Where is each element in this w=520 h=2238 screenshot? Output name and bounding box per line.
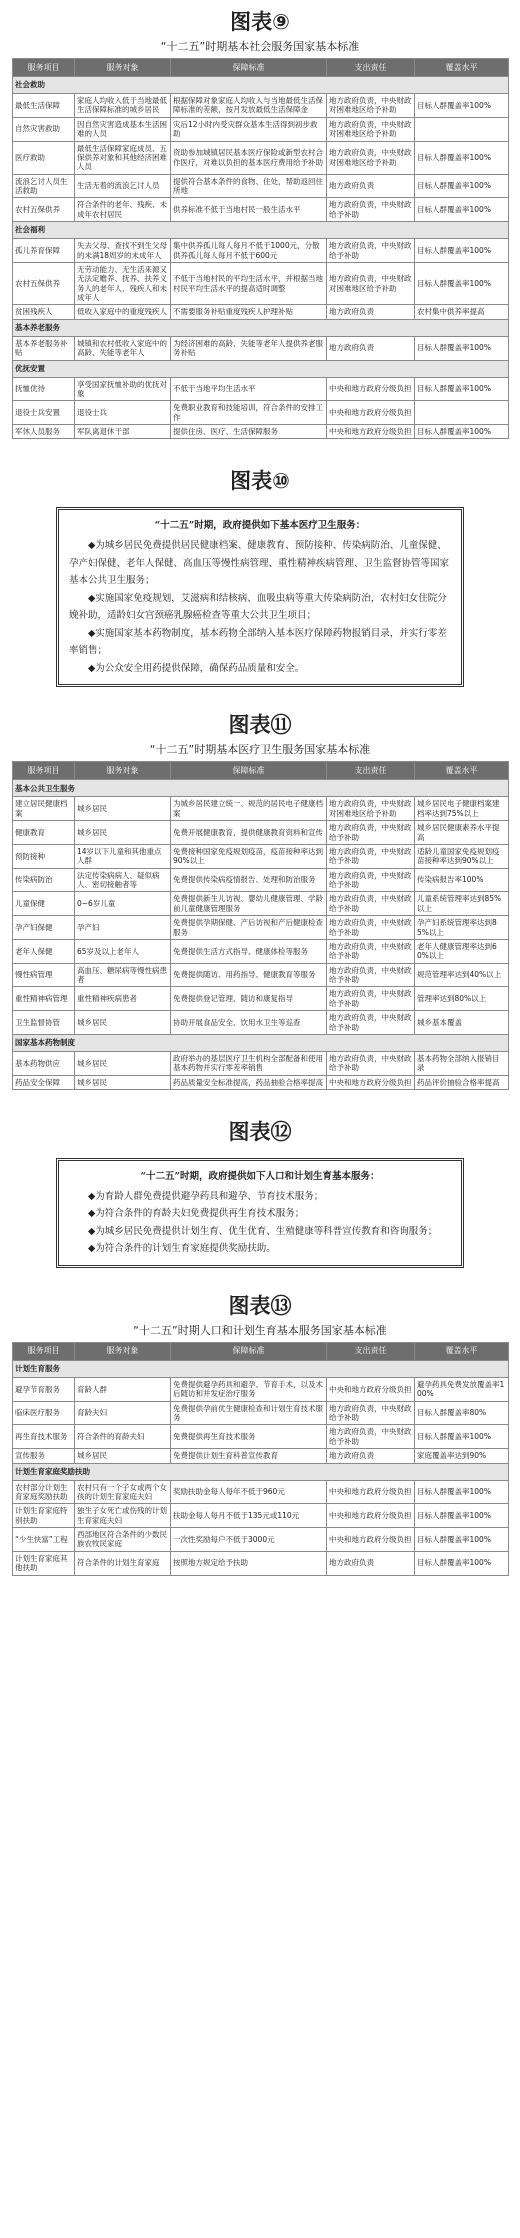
table-cell: 政府举办的基层医疗卫生机构全部配备和使用基本药物并实行零差率销售: [171, 1051, 327, 1075]
table-cell: 基本养老服务补贴: [13, 336, 75, 360]
table-cell: 符合条件的老年、残疾、未成年农村居民: [75, 198, 171, 222]
table-cell: 避孕节育服务: [13, 1377, 75, 1401]
category-label: 基本公共卫生服务: [13, 780, 509, 797]
table-cell: 城乡居民: [75, 1449, 171, 1463]
table-cell: 免费提供登记管理、随访和康复指导: [171, 987, 327, 1011]
table-cell: 目标人群覆盖率100%: [415, 1480, 509, 1504]
table-cell: 目标人群覆盖率100%: [415, 377, 509, 401]
table-cell: 14岁以下儿童和其他重点人群: [75, 844, 171, 868]
table-cell: 流浪乞讨人员生活救助: [13, 174, 75, 198]
table-cell: 药品评价抽验合格率提高: [415, 1075, 509, 1089]
table-cell: 地方政府负责，中央财政给予补助: [327, 963, 415, 987]
table-cell: 免费提供传染病疫情报告、处理和防治服务: [171, 868, 327, 892]
table-cell: 目标人群覆盖率100%: [415, 198, 509, 222]
table-cell: 建立居民健康档案: [13, 797, 75, 821]
table-cell: 地方政府负责，中央财政对困难地区给予补助: [327, 117, 415, 141]
category-label: 优抚安置: [13, 360, 509, 377]
table-cell: 健康教育: [13, 821, 75, 845]
chart11-section: [0, 709, 520, 1090]
table-cell: 中央和地方政府分级负担: [327, 1480, 415, 1504]
table-cell: 地方政府负责，中央财政对困难地区给予补助: [327, 262, 415, 305]
table-cell: 地方政府负责: [327, 305, 415, 319]
category-row: [13, 1034, 509, 1051]
table-cell: 管理率达到80%以上: [415, 987, 509, 1011]
column-header: 保障标准: [171, 1342, 327, 1360]
table-cell: 儿童保健: [13, 892, 75, 916]
table-row: [13, 963, 509, 987]
table-cell: 按照地方规定给予扶助: [171, 1551, 327, 1575]
service-item: ◆为城乡居民免费提供居民健康档案、健康教育、预防接种、传染病防治、儿童保健、孕产妇保健、老年人保健、高血压等慢性病管理、重性精神疾病管理、卫生监督协管等国家基本公共卫生服务；: [69, 539, 450, 587]
table-cell: 预防接种: [13, 844, 75, 868]
table-cell: 城乡居民健康素养水平提高: [415, 821, 509, 845]
table-row: [13, 1075, 509, 1089]
table-cell: 农村部分计划生育家庭奖励扶助: [13, 1480, 75, 1504]
table-cell: 贫困残疾人: [13, 305, 75, 319]
table-cell: 为经济困难的高龄、失能等老年人提供养老服务补贴: [171, 336, 327, 360]
table-header-row: [13, 762, 509, 780]
table-cell: 城乡居民: [75, 821, 171, 845]
service-item: ◆为符合条件的计划生育家庭提供奖励扶助。: [88, 1243, 276, 1255]
table-cell: 慢性病管理: [13, 963, 75, 987]
category-label: 社会救助: [13, 77, 509, 94]
table-cell: 避孕药具免费发放覆盖率100%: [415, 1377, 509, 1401]
table-cell: 地方政府负责，中央财政给予补助: [327, 821, 415, 845]
table-cell: 目标人群覆盖率100%: [415, 336, 509, 360]
table-cell: 享受国家抚恤补助的优抚对象: [75, 377, 171, 401]
table-row: [13, 198, 509, 222]
table-cell: 地方政府负责: [327, 336, 415, 360]
table-cell: 农村集中供养率提高: [415, 305, 509, 319]
table-cell: 地方政府负责: [327, 1449, 415, 1463]
table-cell: 卫生监督协管: [13, 1011, 75, 1035]
table-row: [13, 1551, 509, 1575]
table-cell: 孕产妇: [75, 916, 171, 940]
category-row: [13, 1463, 509, 1480]
table-cell: 为城乡居民建立统一、规范的居民电子健康档案: [171, 797, 327, 821]
table-cell: 中央和地方政府分级负担: [327, 1528, 415, 1552]
column-header: 支出责任: [327, 1342, 415, 1360]
table-row: [13, 336, 509, 360]
table-row: [13, 821, 509, 845]
table-cell: 提供住房、医疗、生活保障服务: [171, 425, 327, 439]
table-cell: 基本药物供应: [13, 1051, 75, 1075]
table-cell: 再生育技术服务: [13, 1425, 75, 1449]
table-cell: 因自然灾害造成基本生活困难的人员: [75, 117, 171, 141]
chart12-heading: “十二五”时期，政府提供如下人口和计划生育基本服务：: [140, 1171, 380, 1183]
table-cell: 地方政府负责，中央财政给予补助: [327, 844, 415, 868]
column-header: 服务对象: [75, 1342, 171, 1360]
table-cell: 目标人群覆盖率100%: [415, 174, 509, 198]
table-cell: 免费职业教育和技能培训，符合条件的安排工作: [171, 401, 327, 425]
service-item: ◆为符合条件的育龄夫妇免费提供再生育技术服务；: [88, 1208, 305, 1220]
table-row: [13, 1528, 509, 1552]
column-header: 覆盖水平: [415, 1342, 509, 1360]
table-row: [13, 1449, 509, 1463]
table-row: [13, 892, 509, 916]
table-cell: 地方政府负责，中央财政给予补助: [327, 939, 415, 963]
table-row: [13, 401, 509, 425]
table-cell: 军队离退休干部: [75, 425, 171, 439]
table-cell: 不低于当地平均生活水平: [171, 377, 327, 401]
table-cell: 目标人群覆盖率100%: [415, 1425, 509, 1449]
chart11-table: [12, 761, 509, 1090]
table-row: [13, 797, 509, 821]
table-row: [13, 1377, 509, 1401]
table-cell: 资助参加城镇居民基本医疗保险或新型农村合作医疗，对难以负担的基本医疗费用给予补助: [171, 141, 327, 174]
table-cell: 目标人群覆盖率100%: [415, 1504, 509, 1528]
table-cell: 低收入家庭中的重度残疾人: [75, 305, 171, 319]
table-cell: 中央和地方政府分级负担: [327, 425, 415, 439]
table-cell: 城乡基本覆盖: [415, 1011, 509, 1035]
table-cell: 地方政府负责，中央财政给予补助: [327, 198, 415, 222]
table-cell: 临床医疗服务: [13, 1401, 75, 1425]
table-cell: 地方政府负责: [327, 174, 415, 198]
table-row: [13, 141, 509, 174]
chart9-label: 图表⑨: [230, 10, 290, 34]
table-cell: 符合条件的计划生育家庭: [75, 1551, 171, 1575]
table-row: [13, 262, 509, 305]
table-cell: 一次性奖励每户不低于3000元: [171, 1528, 327, 1552]
table-cell: 中央和地方政府分级负担: [327, 377, 415, 401]
table-cell: 不低于当地村民的平均生活水平，并根据当地村民平均生活水平的提高适时调整: [171, 262, 327, 305]
table-cell: 城乡居民电子健康档案建档率达到75%以上: [415, 797, 509, 821]
table-cell: 地方政府负责，中央财政对困难地区给予补助: [327, 94, 415, 118]
service-item: ◆为公众安全用药提供保障，确保药品质量和安全。: [88, 662, 305, 674]
table-row: [13, 425, 509, 439]
table-cell: 药品安全保障: [13, 1075, 75, 1089]
chart13-label: 图表⑬: [228, 1293, 292, 1318]
column-header: 支出责任: [327, 762, 415, 780]
category-row: [13, 780, 509, 797]
table-cell: 规范管理率达到40%以上: [415, 963, 509, 987]
chart9-title: “十二五”时期基本社会服务国家基本标准: [160, 40, 360, 53]
table-cell: 失去父母、查找不到生父母的未满18周岁的未成年人: [75, 239, 171, 263]
table-cell: 中央和地方政府分级负担: [327, 401, 415, 425]
table-cell: 目标人群覆盖率100%: [415, 262, 509, 305]
table-cell: 老年人保健: [13, 939, 75, 963]
table-cell: 中央和地方政府分级负担: [327, 1504, 415, 1528]
table-cell: 育龄人群: [75, 1377, 171, 1401]
table-row: [13, 94, 509, 118]
column-header: 服务对象: [75, 59, 171, 77]
table-cell: 目标人群覆盖率100%: [415, 94, 509, 118]
table-cell: 供养标准不低于当地村民一般生活水平: [171, 198, 327, 222]
table-cell: 地方政府负责，中央财政给予补助: [327, 868, 415, 892]
table-row: [13, 987, 509, 1011]
chart12-section: [0, 1116, 520, 1268]
table-cell: 免费提供随访、用药指导、健康教育等服务: [171, 963, 327, 987]
table-cell: 地方政府负责，中央财政给予补助: [327, 1425, 415, 1449]
table-cell: 老年人健康管理率达到60%以上: [415, 939, 509, 963]
table-cell: 城乡居民: [75, 1075, 171, 1089]
chart9-section: [0, 0, 520, 439]
table-row: [13, 1401, 509, 1425]
column-header: 支出责任: [327, 59, 415, 77]
table-cell: 计划生育家庭特别扶助: [13, 1504, 75, 1528]
table-cell: 不需要服务补贴重度残疾人护理补贴: [171, 305, 327, 319]
table-row: [13, 239, 509, 263]
table-cell: 儿童系统管理率达到85%以上: [415, 892, 509, 916]
category-label: 计划生育家庭奖励扶助: [13, 1463, 509, 1480]
table-cell: 家庭人均收入低于当地最低生活保障标准的城乡居民: [75, 94, 171, 118]
table-cell: “少生快富”工程: [13, 1528, 75, 1552]
table-cell: [415, 117, 509, 141]
table-row: [13, 174, 509, 198]
table-cell: 协助开展食品安全、饮用水卫生等巡查: [171, 1011, 327, 1035]
table-row: [13, 305, 509, 319]
table-cell: 城镇和农村低收入家庭中的高龄、失能等老年人: [75, 336, 171, 360]
column-header: 覆盖水平: [415, 59, 509, 77]
column-header: 服务项目: [13, 59, 75, 77]
chart12-box: [56, 1158, 464, 1268]
table-cell: 奖励扶助金每人每年不低于960元: [171, 1480, 327, 1504]
table-cell: 基本药物全部纳入报销目录: [415, 1051, 509, 1075]
chart13-table: [12, 1342, 509, 1576]
table-cell: 符合条件的育龄夫妇: [75, 1425, 171, 1449]
table-cell: 地方政府负责，中央财政对困难地区给予补助: [327, 141, 415, 174]
category-row: [13, 77, 509, 94]
table-cell: 城乡居民: [75, 797, 171, 821]
table-cell: 传染病报告率100%: [415, 868, 509, 892]
table-row: [13, 1425, 509, 1449]
table-cell: 免费提供孕前优生健康检查和计划生育技术服务: [171, 1401, 327, 1425]
table-cell: 最低生活保障: [13, 94, 75, 118]
table-cell: 孕产妇系统管理率达到85%以上: [415, 916, 509, 940]
table-cell: 目标人群覆盖率100%: [415, 1528, 509, 1552]
chart12-label: 图表⑫: [228, 1120, 292, 1145]
chart9-table: [12, 58, 509, 439]
table-cell: 传染病防治: [13, 868, 75, 892]
table-cell: 中央和地方政府分级负担: [327, 1377, 415, 1401]
table-cell: 城乡居民: [75, 1011, 171, 1035]
column-header: 覆盖水平: [415, 762, 509, 780]
table-cell: 法定传染病病人、疑似病人、密切接触者等: [75, 868, 171, 892]
table-cell: 生活无着的流浪乞讨人员: [75, 174, 171, 198]
category-label: 国家基本药物制度: [13, 1034, 509, 1051]
table-row: [13, 868, 509, 892]
table-cell: 免费提供孕期保健、产后访视和产后健康检查服务: [171, 916, 327, 940]
table-row: [13, 1051, 509, 1075]
table-cell: 目标人群覆盖率100%: [415, 239, 509, 263]
table-cell: 地方政府负责，中央财政给予补助: [327, 987, 415, 1011]
category-label: 基本养老服务: [13, 319, 509, 336]
table-cell: 目标人群覆盖率100%: [415, 141, 509, 174]
table-cell: 军休人员服务: [13, 425, 75, 439]
chart10-section: [0, 465, 520, 687]
table-cell: 抚恤优待: [13, 377, 75, 401]
service-item: ◆为育龄人群免费提供避孕药具和避孕、节育技术服务；: [88, 1190, 324, 1202]
table-cell: 最低生活保障家庭成员、五保供养对象和其他经济困难人员: [75, 141, 171, 174]
table-row: [13, 1011, 509, 1035]
table-cell: 西部地区符合条件的少数民族农牧民家庭: [75, 1528, 171, 1552]
table-cell: 目标人群覆盖率100%: [415, 425, 509, 439]
chart13-title: “十二五”时期人口和计划生育基本服务国家基本标准: [133, 1323, 387, 1337]
column-header: 保障标准: [171, 59, 327, 77]
category-row: [13, 1360, 509, 1377]
chart10-heading: “十二五”时期，政府提供如下基本医疗卫生服务：: [154, 520, 366, 532]
table-row: [13, 844, 509, 868]
table-cell: 城乡居民: [75, 1051, 171, 1075]
table-cell: 免费提供新生儿访视、婴幼儿健康管理、学龄前儿童健康管理服务: [171, 892, 327, 916]
category-row: [13, 360, 509, 377]
chart11-label: 图表⑪: [228, 713, 292, 738]
service-item: ◆为城乡居民免费提供计划生育、优生优育、生殖健康等科普宣传教育和咨询服务；: [88, 1225, 438, 1237]
table-cell: 提供符合基本条件的食物、住处，帮助返回住所地: [171, 174, 327, 198]
table-cell: 医疗救助: [13, 141, 75, 174]
table-cell: 地方政府负责，中央财政对困难地区给予补助: [327, 797, 415, 821]
table-cell: 计划生育家庭其他扶助: [13, 1551, 75, 1575]
table-cell: 65岁及以上老年人: [75, 939, 171, 963]
table-cell: 地方政府负责，中央财政给予补助: [327, 892, 415, 916]
table-cell: 免费提供计划生育科普宣传教育: [171, 1449, 327, 1463]
service-item: ◆实施国家基本药物制度，基本药物全部纳入基本医疗保障药物报销目录，并实行零差率销售；: [69, 627, 447, 657]
category-row: [13, 222, 509, 239]
chart10-box: [56, 507, 464, 687]
table-cell: 重性精神病管理: [13, 987, 75, 1011]
table-cell: 目标人群覆盖率100%: [415, 1551, 509, 1575]
table-row: [13, 939, 509, 963]
table-cell: 根据保障对象家庭人均收入与当地最低生活保障标准的差额，按月发放最低生活保障金: [171, 94, 327, 118]
table-row: [13, 377, 509, 401]
column-header: 服务项目: [13, 1342, 75, 1360]
table-cell: 农村五保供养: [13, 198, 75, 222]
column-header: 服务项目: [13, 762, 75, 780]
table-header-row: [13, 59, 509, 77]
table-cell: 农村五保供养: [13, 262, 75, 305]
table-row: [13, 117, 509, 141]
table-cell: 地方政府负责，中央财政给予补助: [327, 1401, 415, 1425]
table-cell: 自然灾害救助: [13, 117, 75, 141]
table-cell: [415, 401, 509, 425]
table-cell: 高血压、糖尿病等慢性病患者: [75, 963, 171, 987]
table-cell: 退役士兵安置: [13, 401, 75, 425]
table-row: [13, 1480, 509, 1504]
table-cell: 目标人群覆盖率80%: [415, 1401, 509, 1425]
table-cell: 宣传服务: [13, 1449, 75, 1463]
table-cell: 重性精神疾病患者: [75, 987, 171, 1011]
table-cell: 0~6岁儿童: [75, 892, 171, 916]
table-cell: 家庭覆盖率达到90%: [415, 1449, 509, 1463]
table-cell: 免费提供生活方式指导、健康体检等服务: [171, 939, 327, 963]
table-cell: 育龄夫妇: [75, 1401, 171, 1425]
category-label: 社会福利: [13, 222, 509, 239]
table-cell: 扶助金每人每月不低于135元或110元: [171, 1504, 327, 1528]
chart13-section: [0, 1290, 520, 1576]
table-row: [13, 1504, 509, 1528]
table-cell: 孤儿养育保障: [13, 239, 75, 263]
table-cell: 地方政府负责，中央财政给予补助: [327, 1011, 415, 1035]
table-cell: 中央和地方政府分级负担: [327, 1075, 415, 1089]
table-cell: 免费提供再生育技术服务: [171, 1425, 327, 1449]
table-cell: 农村只有一个子女或两个女孩的计划生育家庭夫妇: [75, 1480, 171, 1504]
table-cell: 地方政府负责，中央财政给予补助: [327, 916, 415, 940]
column-header: 服务对象: [75, 762, 171, 780]
table-cell: 药品质量安全标准提高，药品抽验合格率提高: [171, 1075, 327, 1089]
table-header-row: [13, 1342, 509, 1360]
service-item: ◆实施国家免疫规划，艾滋病和结核病、血吸虫病等重大传染病防治，农村妇女住院分娩补助，适龄妇女宫颈癌乳腺癌检查等重大公共卫生项目；: [69, 592, 447, 622]
table-cell: 地方政府负责: [327, 1551, 415, 1575]
category-label: 计划生育服务: [13, 1360, 509, 1377]
chart11-title: “十二五”时期基本医疗卫生服务国家基本标准: [149, 743, 371, 757]
table-cell: 地方政府负责，中央财政给予补助: [327, 1051, 415, 1075]
category-row: [13, 319, 509, 336]
table-cell: 无劳动能力、无生活来源又无法定赡养、抚养、扶养义务人的老年人、残疾人和未成年人: [75, 262, 171, 305]
table-cell: 免费接种国家免疫规划疫苗，疫苗接种率达到90%以上: [171, 844, 327, 868]
table-cell: 孕产妇保健: [13, 916, 75, 940]
table-cell: 免费开展健康教育，提供健康教育资料和宣传: [171, 821, 327, 845]
table-row: [13, 916, 509, 940]
table-cell: 独生子女死亡或伤残的计划生育家庭夫妇: [75, 1504, 171, 1528]
table-cell: 灾后12小时内受灾群众基本生活得到初步救助: [171, 117, 327, 141]
table-cell: 适龄儿童国家免疫规划疫苗接种率达到90%以上: [415, 844, 509, 868]
column-header: 保障标准: [171, 762, 327, 780]
table-cell: 退役士兵: [75, 401, 171, 425]
chart10-label: 图表⑩: [230, 469, 290, 494]
table-cell: 集中供养孤儿每人每月不低于1000元，分散供养孤儿每人每月不低于600元: [171, 239, 327, 263]
table-cell: 免费提供避孕药具和避孕、节育手术，以及术后随访和并发症治疗服务: [171, 1377, 327, 1401]
table-cell: 地方政府负责，中央财政给予补助: [327, 239, 415, 263]
